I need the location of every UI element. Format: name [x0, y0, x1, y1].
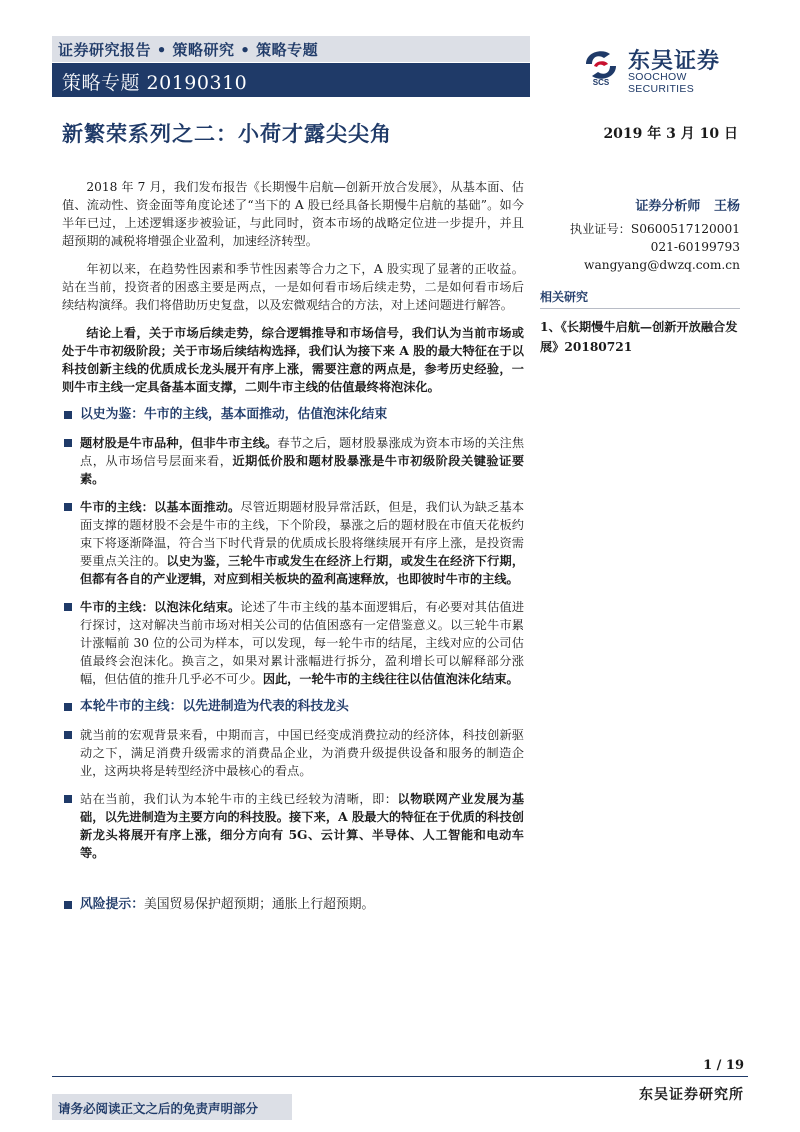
- bullet-square-icon: [64, 603, 72, 611]
- bullet-square-icon: [64, 439, 72, 447]
- company-logo: [580, 40, 750, 95]
- analyst-phone: 021-60199793: [650, 240, 740, 254]
- bullet-theme-stocks: 题材股是牛市品种，但非牛市主线。春节之后，题材股暴涨成为资本市场的关注焦点，从市场信号层面来看，近期低价股和题材股暴涨是牛市初级阶段关键验证要素。: [62, 434, 524, 488]
- logo-name-en: SOOCHOW SECURITIES: [628, 71, 695, 95]
- logo-name-cn: 东吴证券: [628, 49, 721, 74]
- main-content: [62, 178, 524, 924]
- footer-disclaimer: 请务必阅读正文之后的免责声明部分: [58, 1101, 259, 1116]
- report-topic: 策略专题 20190310: [62, 72, 248, 94]
- conclusion-paragraph: 结论上看，关于市场后续走势，综合逻辑推导和市场信号，我们认为当前市场或处于牛市初级阶段；关于市场后续结构选择，我们认为接下来 A 股的最大特征在于以科技创新主线的优质成长龙头展开有序上涨，需要注意的两点是，参考历史经验，一则牛市主线一定具备基本面支撑，二则牛市主线的估值最终将泡沫化。: [62, 326, 524, 394]
- bullet-square-icon: [64, 731, 72, 739]
- related-research-item[interactable]: 1、《长期慢牛启航—创新开放融合发展》20180721: [540, 320, 738, 354]
- analyst-name: 王杨: [713, 199, 740, 214]
- report-title: 新繁荣系列之二：小荷才露尖尖角: [62, 121, 392, 146]
- page-number: 1 / 19: [703, 1058, 744, 1073]
- bullet-square-icon: [64, 503, 72, 511]
- bullet-square-icon: [64, 795, 72, 803]
- footer-disclaimer-bar: [52, 1094, 292, 1120]
- related-research-title: 相关研究: [540, 288, 740, 309]
- risk-label: 风险提示：: [80, 897, 144, 912]
- section-heading-history: 以史为鉴：牛市的主线，基本面推动，估值泡沫化结束: [62, 406, 524, 424]
- footer-divider: [52, 1076, 748, 1077]
- bullet-valuation-bubble: 牛市的主线：以泡沫化结束。论述了牛市主线的基本面逻辑后，有必要对其估值进行探讨，这对解决当前市场对相关公司的估值困惑有一定借鉴意义。以三轮牛市累计涨幅前 30 位的公司为样本，可以发现，每一轮牛市的结尾，主线对应的公司估值最终会泡沫化。换言之，如果对累计涨幅进行拆分，盈利增长可以解释部分涨幅，但估值的推升几乎必不可少。因此，一轮牛市的主线往往以估值泡沫化结束。: [62, 598, 524, 688]
- bullet-fundamentals: 牛市的主线：以基本面推动。尽管近期题材股异常活跃，但是，我们认为缺乏基本面支撑的题材股不会是牛市的主线，下个阶段，暴涨之后的题材股在市值天花板约束下将逐渐降温，符合当下时代背景的优质成长股将继续展开有序上涨，是投资需要重点关注的。以史为鉴，三轮牛市或发生在经济上行期，或发生在经济下行期，但都有各自的产业逻辑，对应到相关板块的盈利高速释放，也即彼时牛市的主线。: [62, 498, 524, 588]
- report-topic-bar: [52, 63, 530, 97]
- report-series-bar: [52, 36, 530, 62]
- report-date: 2019 年 3 月 10 日: [603, 126, 738, 142]
- bullet-main-theme: 站在当前，我们认为本轮牛市的主线已经较为清晰，即：以物联网产业发展为基础，以先进制造为主要方向的科技股。接下来，A 股最大的特征在于优质的科技创新龙头将展开有序上涨，细分方向有 5G、云计算、半导体、人工智能和电动车等。: [62, 790, 524, 862]
- sidebar: [540, 198, 740, 357]
- analyst-role: 证券分析师: [635, 199, 701, 214]
- logo-mark-text: SCS: [592, 78, 610, 86]
- section-heading-current: 本轮牛市的主线：以先进制造为代表的科技龙头: [62, 698, 524, 716]
- analyst-email[interactable]: wangyang@dwzq.com.cn: [584, 258, 740, 272]
- analyst-cert: 执业证号：S0600517120001: [569, 222, 740, 236]
- analyst-heading: [540, 198, 740, 216]
- footer-institute: 东吴证券研究所: [639, 1087, 744, 1103]
- risk-text: 美国贸易保护超预期；通胀上行超预期。: [143, 897, 375, 912]
- bullet-macro-background: 就当前的宏观背景来看，中期而言，中国已经变成消费拉动的经济体，科技创新驱动之下，满足消费升级需求的消费品企业，为消费升级提供设备和服务的制造企业，这两块将是转型经济中最核心的看点。: [62, 726, 524, 780]
- soochow-logo-icon: [580, 44, 622, 86]
- risk-warning: [62, 896, 524, 914]
- intro-paragraph: 2018 年 7 月，我们发布报告《长期慢牛启航—创新开放合发展》，从基本面、估值、流动性、资金面等角度论述了“当下的 A 股已经具备长期慢牛启航的基础”。如今半年已过，上述逻辑逐步被验证，与此同时，资本市场的战略定位进一步提升，并且超预期的减税将增强企业盈利，加速经济转型。: [62, 180, 524, 248]
- report-series: 证券研究报告 • 策略研究 • 策略专题: [58, 41, 319, 59]
- question-paragraph: 年初以来，在趋势性因素和季节性因素等合力之下，A 股实现了显著的正收益。站在当前，投资者的困惑主要是两点，一是如何看市场后续走势，二是如何看市场后续结构演绎。我们将借助历史复盘，以及宏微观结合的方法，对上述问题进行解答。: [62, 262, 524, 312]
